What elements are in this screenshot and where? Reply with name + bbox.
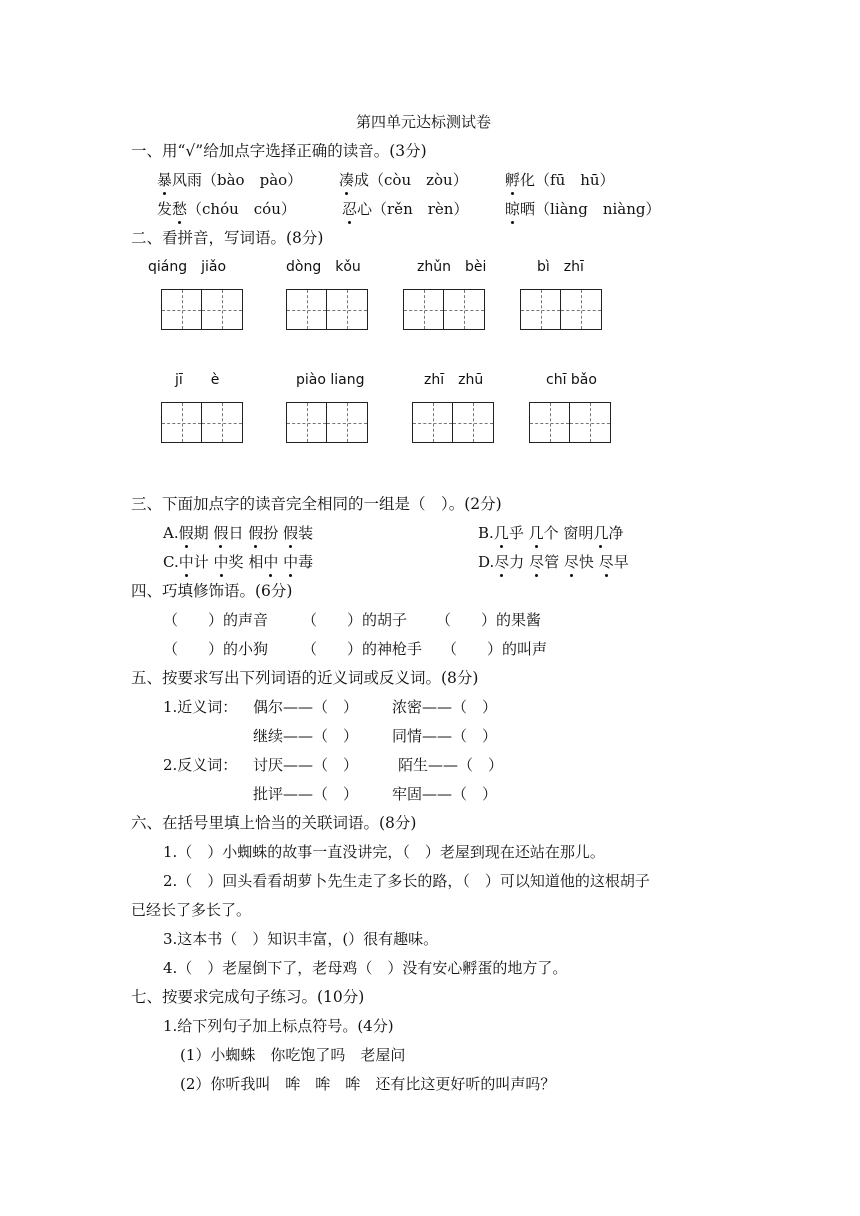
synonym-label: 1.近义词： [163, 698, 238, 716]
pinyin-label: zhī zhū [424, 372, 484, 388]
section-3-heading: 三、下面加点字的读音完全相同的一组是（ ）。(2分) [131, 495, 502, 513]
pinyin-label: jī è [175, 372, 220, 388]
section-7-heading: 七、按要求完成句子练习。(10分) [131, 988, 365, 1006]
pinyin-choice-item: 凑成（còu zòu） [339, 171, 468, 189]
question-2[interactable]: 2.（ ）回头看看胡萝卜先生走了多长的路，（ ）可以知道他的这根胡子 [163, 872, 650, 890]
pinyin-choice-item: 忍心（rěn rèn） [342, 200, 469, 218]
pinyin-label: chī bǎo [546, 372, 597, 388]
pinyin-label: qiáng jiǎo [148, 259, 227, 275]
word-pair[interactable]: 讨厌——（ ） [253, 756, 359, 774]
writing-grid[interactable] [286, 289, 368, 330]
pinyin-choice-item: 暴风雨（bào pào） [157, 171, 303, 189]
pinyin-label: bì zhī [537, 259, 584, 275]
dotted-char: 忍 [342, 200, 358, 218]
section-6-heading: 六、在括号里填上恰当的关联词语。(8分) [131, 814, 417, 832]
option-d[interactable]: D.尽力 尽管 尽快 尽早 [478, 553, 629, 571]
pinyin-label: zhǔn bèi [417, 259, 487, 275]
dotted-char: 孵 [505, 171, 521, 189]
section-5-heading: 五、按要求写出下列词语的近义词或反义词。(8分) [131, 669, 479, 687]
fill-blank-phrase[interactable]: （ ）的小狗 [163, 640, 269, 658]
question-1[interactable]: 1.（ ）小蜘蛛的故事一直没讲完，（ ）老屋到现在还站在那儿。 [163, 843, 605, 861]
section-2-heading: 二、看拼音，写词语。(8分) [131, 229, 324, 247]
fill-blank-phrase[interactable]: （ ）的果酱 [436, 611, 542, 629]
writing-grid[interactable] [161, 289, 243, 330]
fill-blank-phrase[interactable]: （ ）的声音 [163, 611, 269, 629]
word-pair[interactable]: 牢固——（ ） [392, 785, 498, 803]
pinyin-label: piào liang [296, 372, 365, 388]
section-1-heading: 一、用“√”给加点字选择正确的读音。(3分) [131, 142, 427, 160]
option-a[interactable]: A.假期 假日 假扮 假装 [163, 524, 314, 542]
word-pair[interactable]: 浓密——（ ） [392, 698, 498, 716]
option-c[interactable]: C.中计 中奖 相中 中毒 [163, 553, 314, 571]
question-2-continued: 已经长了多长了。 [131, 901, 252, 919]
section-4-heading: 四、巧填修饰语。(6分) [131, 582, 293, 600]
writing-grid[interactable] [529, 402, 611, 443]
writing-grid[interactable] [403, 289, 485, 330]
pinyin-choice-item: 发愁（chóu cóu） [157, 200, 296, 218]
antonym-label: 2.反义词： [163, 756, 238, 774]
dotted-char: 愁 [172, 200, 188, 218]
pinyin-choice-item: 孵化（fū hū） [505, 171, 615, 189]
subsection-heading: 1.给下列句子加上标点符号。(4分) [163, 1017, 394, 1035]
dotted-char: 暴 [157, 171, 173, 189]
word-pair[interactable]: 继续——（ ） [253, 727, 359, 745]
fill-blank-phrase[interactable]: （ ）的叫声 [442, 640, 548, 658]
pinyin-label: dòng kǒu [286, 259, 361, 275]
dotted-char: 凑 [339, 171, 355, 189]
dotted-char: 晾 [505, 200, 521, 218]
option-b[interactable]: B.几乎 几个 窗明几净 [478, 524, 624, 542]
writing-grid[interactable] [520, 289, 602, 330]
punctuation-item-1[interactable]: (1）小蜘蛛 你吃饱了吗 老屋问 [180, 1046, 406, 1064]
fill-blank-phrase[interactable]: （ ）的胡子 [302, 611, 408, 629]
word-pair[interactable]: 偶尔——（ ） [253, 698, 359, 716]
word-pair[interactable]: 陌生——（ ） [398, 756, 504, 774]
writing-grid[interactable] [286, 402, 368, 443]
fill-blank-phrase[interactable]: （ ）的神枪手 [302, 640, 423, 658]
writing-grid[interactable] [161, 402, 243, 443]
word-pair[interactable]: 批评——（ ） [253, 785, 359, 803]
word-pair[interactable]: 同情——（ ） [392, 727, 498, 745]
writing-grid[interactable] [412, 402, 494, 443]
punctuation-item-2[interactable]: (2）你听我叫 哞 哞 哞 还有比这更好听的叫声吗？ [180, 1075, 556, 1093]
pinyin-choice-item: 晾晒（liàng niàng） [505, 200, 661, 218]
page-title: 第四单元达标测试卷 [356, 113, 492, 131]
question-3[interactable]: 3.这本书（ ）知识丰富，(）很有趣味。 [163, 930, 439, 948]
question-4[interactable]: 4.（ ）老屋倒下了，老母鸡（ ）没有安心孵蛋的地方了。 [163, 959, 568, 977]
